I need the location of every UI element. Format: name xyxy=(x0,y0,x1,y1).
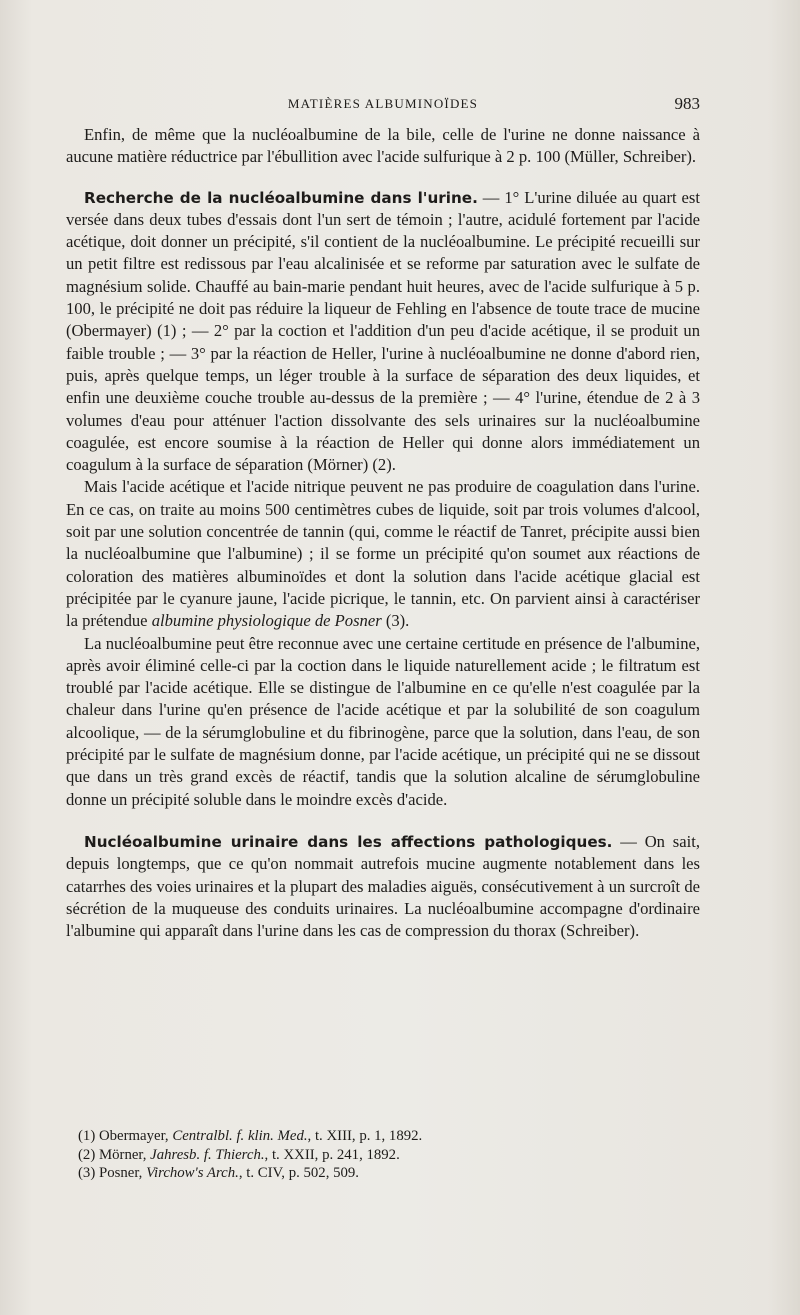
paragraph-text-after: (3). xyxy=(381,611,410,631)
footnote-author: Mörner, xyxy=(98,1146,151,1163)
footnote-journal: Virchow's Arch. xyxy=(146,1165,239,1182)
paragraph-text: — 1° L'urine diluée au quart est versée dans deux tubes d'essais dont l'un sert de témoin ; l'autre, acidulé fortement par l'acide acétique, doit donner un précipité, s'il contient de la nucléoalbumine. Le précipité recueilli sur un petit filtre est redissous par l'eau alcalinisée et se reforme par saturation avec le sulfate de magnésium solide. Chauffé au bain-marie pendant huit heures, avec de l'acide sulfurique à 5 p. 100, le précipité ne doit pas réduire la liqueur de Fehling en l'absence de toute trace de mucine (Obermayer) (1) ; — 2° par la coction et l'addition d'un peu d'acide acétique, il se produit un faible trouble ; — 3° par la réaction de Heller, l'urine à nucléoalbumine ne donne d'abord rien, puis, après quelque temps, un léger trouble à la surface de séparation des deux liquides, et enfin une deuxième couche trouble au-dessus de la première ; — 4° l'urine, étendue de 2 à 3 volumes d'eau pour atténuer l'action dissolvante des sels urinaires sur la nucléoalbumine coagulée, est encore soumise à la réaction de Heller qui donne alors immédiatement un coagulum à la surface de séparation (Mörner) (2). xyxy=(66,187,700,475)
paragraph-mais xyxy=(66,476,700,632)
page-header xyxy=(66,92,700,118)
footnote-mark: (2) xyxy=(78,1146,96,1163)
footnote-mark: (1) xyxy=(78,1128,96,1144)
body-text xyxy=(66,124,700,942)
footnote-3 xyxy=(78,1164,698,1183)
page-number: 983 xyxy=(674,94,700,113)
footnote-2 xyxy=(78,1146,698,1165)
paragraph-text: Enfin, de même que la nucléoalbumine de la bile, celle de l'urine ne donne naissance à aucune matière réductrice par l'ébullition avec l'acide sulfurique à 2 p. 100 (Müller, Schreiber). xyxy=(66,125,700,167)
footnote-ref: , t. XXII, p. 241, 1892. xyxy=(264,1146,400,1163)
footnote-mark: (3) xyxy=(78,1165,96,1182)
paragraph-pathologiques xyxy=(66,831,700,942)
paragraph-recherche xyxy=(66,187,700,477)
paragraph-la-nucleoalbumine xyxy=(66,633,700,811)
footnote-journal: Centralbl. f. klin. Med. xyxy=(172,1128,308,1144)
footnote-1 xyxy=(78,1127,698,1146)
paragraph-enfin xyxy=(66,124,700,169)
italic-term: albumine physiologique de Posner xyxy=(151,611,382,631)
footnote-author: Obermayer, xyxy=(98,1128,173,1144)
paragraph-text: — On sait, depuis longtemps, que ce qu'on nommait autrefois mucine augmente notablement dans les catarrhes des voies urinaires et la plupart des maladies aiguës, consécutivement à un surcroît de sécrétion de la muqueuse des conduits urinaires. La nucléoalbumine accompagne d'ordinaire l'albumine qui apparaît dans l'urine dans les cas de compression du thorax (Schreiber). xyxy=(66,831,700,941)
paragraph-text: Mais l'acide acétique et l'acide nitrique peuvent ne pas produire de coagulation dans l'urine. En ce cas, on traite au moins 500 centimètres cubes de liquide, soit par trois volumes d'alcool, soit par une solution concentrée de tannin (qui, comme le réactif de Tanret, précipite aussi bien la nucléoalbumine que l'albumine) ; il se forme un précipité qu'on soumet aux réactions de coloration des matières albuminoïdes et dont la solution dans l'acide acétique glacial est précipitée par le cyanure jaune, l'acide picrique, le tannin, etc. On parvient ainsi à caractériser la prétendue xyxy=(66,477,700,631)
paragraph-text: La nucléoalbumine peut être reconnue avec une certaine certitude en présence de l'albumine, après avoir éliminé celle-ci par la coction dans le liquide naturellement acide ; le filtratum est troublé par l'acide acétique. Elle se distingue de l'albumine en ce qu'elle n'est coagulée par la chaleur dans l'urine qu'en présence de l'acide acétique et par la solubilité de son coagulum alcoolique, — de la sérumglobuline et du fibrinogène, parce que la solution, dans l'eau, de son précipité par le sulfate de magnésium donne, par l'acide acétique, un précipité qui ne se dissout que dans un très grand excès de réactif, tandis que la solution alcaline de sérumglobuline donne un précipité soluble dans le moindre excès d'acide. xyxy=(66,633,700,809)
section-heading-recherche: Recherche de la nucléoalbumine dans l'urine. xyxy=(84,188,478,207)
footnotes xyxy=(78,1127,698,1183)
footnote-ref: , t. XIII, p. 1, 1892. xyxy=(307,1128,423,1144)
running-title: MATIÈRES ALBUMINOÏDES xyxy=(287,96,479,111)
footnote-journal: Jahresb. f. Thierch. xyxy=(150,1146,265,1163)
section-heading-pathologiques: Nucléoalbumine urinaire dans les affections pathologiques. xyxy=(84,832,613,851)
footnote-ref: , t. CIV, p. 502, 509. xyxy=(238,1165,359,1182)
footnote-author: Posner, xyxy=(98,1165,147,1182)
